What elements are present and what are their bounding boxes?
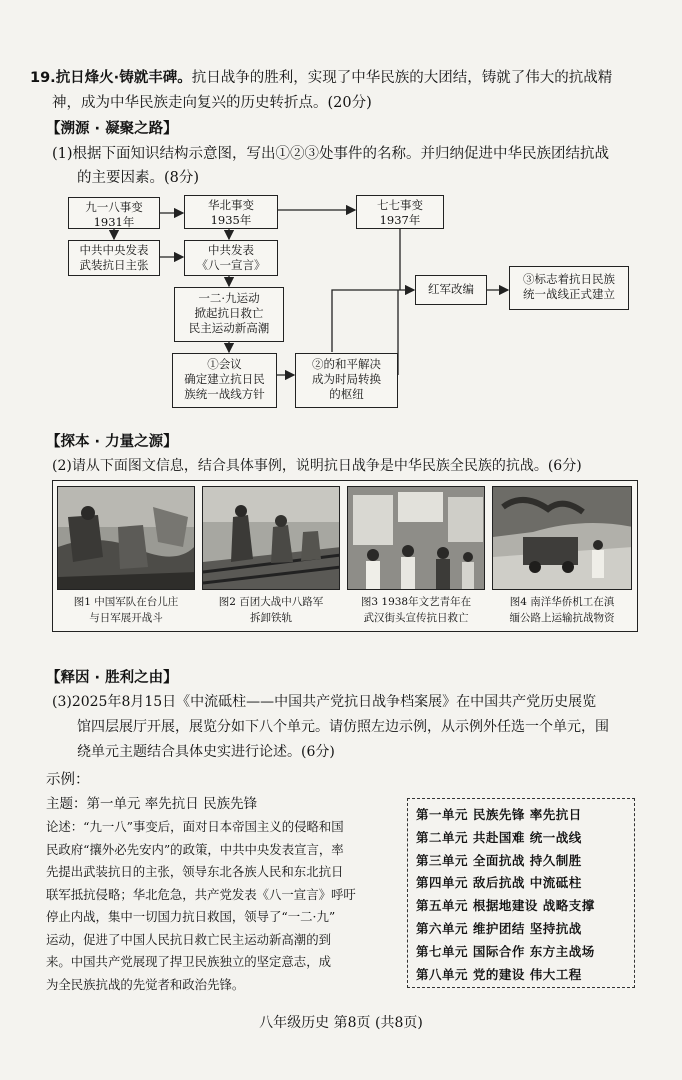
box-text: 红军改编 bbox=[428, 282, 474, 296]
caption-text: 缅公路上运输抗战物资 bbox=[509, 612, 615, 624]
caption-text: 图1 中国军队在台儿庄 bbox=[73, 596, 179, 608]
box-text: ②的和平解决 bbox=[312, 357, 381, 371]
box-blank-2-peaceful-resolution bbox=[295, 353, 398, 408]
box-text: 中共中央发表 bbox=[79, 243, 149, 257]
section-heading-3: 【释因 · 胜利之由】 bbox=[46, 670, 178, 686]
box-text: 族统一战线方针 bbox=[184, 387, 265, 401]
box-text: 《八一宣言》 bbox=[196, 258, 266, 272]
photo-2-railway bbox=[202, 486, 340, 590]
box-text: 中共发表 bbox=[208, 243, 254, 257]
exhibition-units-box bbox=[407, 798, 635, 988]
box-77-incident bbox=[356, 195, 444, 229]
photo-3-wuhan-street bbox=[347, 486, 485, 590]
example-line: 先提出武装抗日的主张，领导东北各族人民和东北抗日 bbox=[46, 864, 344, 879]
box-huabei-incident bbox=[184, 195, 278, 229]
example-argument bbox=[46, 816, 406, 996]
box-81-declaration bbox=[184, 240, 278, 276]
example-line: 联军抵抗侵略；华北危急，共产党发表《八一宣言》呼吁 bbox=[46, 886, 356, 902]
example-line: 为全民族抗战的先觉者和政治先锋。 bbox=[46, 976, 245, 992]
box-red-army-reorganization bbox=[415, 275, 487, 305]
box-text: 统一战线正式建立 bbox=[523, 287, 615, 301]
unit-item: 第五单元 根据地建设 战略支撑 bbox=[416, 898, 595, 914]
battle-photo-image bbox=[58, 487, 195, 590]
unit-item: 第六单元 维护团结 坚持抗战 bbox=[416, 920, 582, 936]
unit-item: 第二单元 共赴国难 统一战线 bbox=[416, 829, 582, 845]
example-line: 停止内战，集中一切国力抗日救国，领导了“一二·九” bbox=[46, 909, 336, 924]
box-text: 成为时局转换 bbox=[312, 372, 381, 386]
unit-item: 第四单元 敌后抗战 中流砥柱 bbox=[416, 875, 582, 891]
street-photo-image bbox=[348, 487, 485, 590]
question-intro-2: 神，成为中华民族走向复兴的历史转折点。(20分) bbox=[52, 95, 372, 111]
unit-item: 第七单元 国际合作 东方主战场 bbox=[416, 943, 595, 959]
example-line: 运动，促进了中国人民抗日救亡民主运动新高潮的到 bbox=[46, 931, 331, 947]
caption-text: 与日军展开战斗 bbox=[89, 612, 163, 624]
caption-3 bbox=[345, 594, 487, 626]
box-blank-1-meeting bbox=[172, 353, 277, 408]
caption-text: 图2 百团大战中八路军 bbox=[218, 596, 324, 608]
box-text: 确定建立抗日民 bbox=[184, 372, 265, 386]
convoy-photo-image bbox=[493, 487, 632, 590]
caption-text: 武汉街头宣传抗日救亡 bbox=[363, 612, 469, 624]
units-list bbox=[416, 804, 595, 986]
section1-question-2: 的主要因素。(8分) bbox=[77, 170, 200, 186]
box-text: 七七事变 bbox=[377, 198, 423, 212]
unit-item: 第一单元 民族先锋 率先抗日 bbox=[416, 807, 582, 822]
box-text: 九一八事变 bbox=[85, 200, 143, 214]
section3-question-1: (3)2025年8月15日《中流砥柱——中国共产党抗日战争档案展》在中国共产党历史展览 bbox=[52, 694, 597, 710]
box-text: 1937年 bbox=[379, 213, 421, 227]
question-number: 19. bbox=[30, 70, 56, 86]
example-line: 论述：“九一八”事变后，面对日本帝国主义的侵略和国 bbox=[46, 819, 344, 834]
section-heading-1: 【溯源 · 凝聚之路】 bbox=[46, 121, 178, 137]
section3-question-3: 绕单元主题结合具体史实进行论述。(6分) bbox=[77, 744, 335, 760]
box-text: 武装抗日主张 bbox=[79, 258, 149, 272]
caption-text: 拆卸铁轨 bbox=[250, 612, 292, 624]
caption-1 bbox=[55, 594, 197, 626]
section2-question: (2)请从下面图文信息，结合具体事例，说明抗日战争是中华民族全民族的抗战。(6分) bbox=[52, 458, 582, 474]
box-text: 1935年 bbox=[210, 213, 252, 227]
example-label: 示例： bbox=[46, 772, 90, 788]
box-129-movement bbox=[174, 287, 284, 342]
section1-question-1: (1)根据下面知识结构示意图，写出①②③处事件的名称。并归纳促进中华民族团结抗战 bbox=[52, 146, 610, 162]
box-text: ③标志着抗日民族 bbox=[523, 272, 615, 286]
unit-item: 第八单元 党的建设 伟大工程 bbox=[416, 966, 582, 982]
box-text: 华北事变 bbox=[208, 198, 254, 212]
caption-text: 图4 南洋华侨机工在滇 bbox=[509, 596, 615, 608]
page-footer: 八年级历史 第8页 (共8页) bbox=[259, 1015, 423, 1031]
railway-photo-image bbox=[203, 487, 340, 590]
section3-question-2: 馆四层展厅开展，展览分如下八个单元。请仿照左边示例，从示例外任选一个单元，围 bbox=[77, 719, 609, 735]
box-blank-3-united-front bbox=[509, 266, 629, 310]
example-line: 民政府“攘外必先安内”的政策，中共中央发表宣言，率 bbox=[46, 841, 344, 857]
photo-4-burma-road bbox=[492, 486, 632, 590]
question-title: 抗日烽火·铸就丰碑。 bbox=[55, 70, 192, 86]
example-theme: 主题：第一单元 率先抗日 民族先锋 bbox=[46, 796, 258, 812]
box-text: 的枢纽 bbox=[329, 387, 364, 401]
caption-text: 图3 1938年文艺青年在 bbox=[360, 596, 472, 608]
caption-4 bbox=[490, 594, 634, 626]
box-text: 掀起抗日救亡 bbox=[194, 306, 264, 320]
unit-item: 第三单元 全面抗战 持久制胜 bbox=[416, 852, 582, 868]
box-text: 1931年 bbox=[93, 215, 135, 229]
example-line: 来。中国共产党展现了捍卫民族独立的坚定意志，成 bbox=[46, 954, 331, 969]
caption-2 bbox=[200, 594, 342, 626]
box-text: 民主运动新高潮 bbox=[188, 321, 270, 335]
box-ccp-armed-resistance bbox=[68, 240, 160, 276]
section-heading-2: 【探本 · 力量之源】 bbox=[46, 434, 178, 450]
box-918-incident bbox=[68, 197, 160, 229]
question-intro-1: 抗日战争的胜利，实现了中华民族的大团结，铸就了伟大的抗战精 bbox=[191, 70, 613, 86]
photo-1-taierzhuang bbox=[57, 486, 195, 590]
box-text: ①会议 bbox=[207, 357, 242, 371]
box-text: 一二·九运动 bbox=[198, 291, 260, 305]
